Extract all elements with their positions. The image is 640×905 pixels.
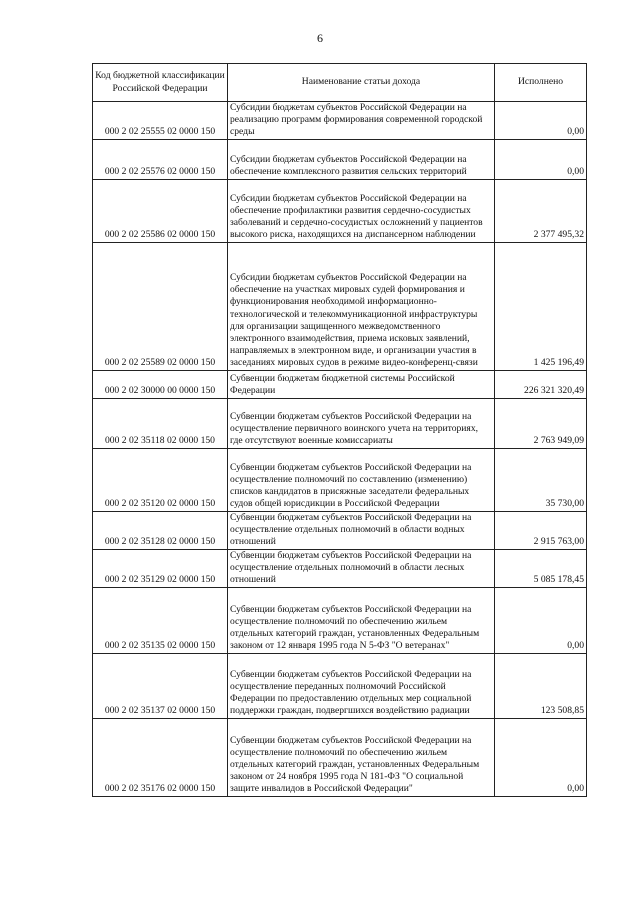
row-amount: 123 508,85 [495, 653, 587, 718]
row-amount: 2 377 495,32 [495, 179, 587, 242]
table-header-row [93, 64, 587, 102]
table-row [93, 370, 587, 398]
table-row [93, 549, 587, 587]
row-code: 000 2 02 35129 02 0000 150 [93, 549, 228, 587]
row-amount: 0,00 [495, 102, 587, 140]
table-row [93, 242, 587, 370]
row-name: Субвенции бюджетам субъектов Российской Федерации на осуществление полномочий по обеспечению жильем отдельных категорий граждан, установленных Федеральным законом от 12 января 1995 года N 5-ФЗ "О ветеранах" [228, 587, 495, 653]
row-name: Субвенции бюджетам субъектов Российской Федерации на осуществление отдельных полномочий в области лесных отношений [228, 549, 495, 587]
table-row [93, 587, 587, 653]
row-amount: 0,00 [495, 718, 587, 796]
row-amount: 1 425 196,49 [495, 242, 587, 370]
row-code: 000 2 02 25589 02 0000 150 [93, 242, 228, 370]
row-amount: 226 321 320,49 [495, 370, 587, 398]
header-amount: Исполнено [495, 64, 587, 102]
row-name: Субвенции бюджетам субъектов Российской Федерации на осуществление полномочий по составлению (изменению) списков кандидатов в присяжные заседатели федеральных судов общей юрисдикции в Российской Федерации [228, 448, 495, 511]
row-name: Субсидии бюджетам субъектов Российской Федерации на реализацию программ формирования современной городской среды [228, 102, 495, 140]
row-code: 000 2 02 35128 02 0000 150 [93, 511, 228, 549]
row-code: 000 2 02 35137 02 0000 150 [93, 653, 228, 718]
row-amount: 0,00 [495, 587, 587, 653]
row-name: Субсидии бюджетам субъектов Российской Федерации на обеспечение на участках мировых судей формирования и функционирования необходимой информационно-технологической и телекоммуникационной инфраструктуры для организации защищенного межведомственного электронного взаимодействия, приема исковых заявлений, направляемых в электронном виде, и организации участия в заседаниях мировых судов в режиме видео-конференц-связи [228, 242, 495, 370]
table-row [93, 653, 587, 718]
row-code: 000 2 02 30000 00 0000 150 [93, 370, 228, 398]
row-name: Субсидии бюджетам субъектов Российской Федерации на обеспечение комплексного развития сельских территорий [228, 139, 495, 179]
row-amount: 0,00 [495, 139, 587, 179]
row-amount: 35 730,00 [495, 448, 587, 511]
page-number: 6 [317, 31, 323, 45]
row-name: Субвенции бюджетам субъектов Российской Федерации на осуществление первичного воинского учета на территориях, где отсутствуют военные комиссариаты [228, 398, 495, 448]
budget-income-table [92, 63, 587, 797]
header-name: Наименование статьи дохода [228, 64, 495, 102]
row-code: 000 2 02 25576 02 0000 150 [93, 139, 228, 179]
row-amount: 5 085 178,45 [495, 549, 587, 587]
row-code: 000 2 02 25555 02 0000 150 [93, 102, 228, 140]
row-name: Субвенции бюджетам субъектов Российской Федерации на осуществление отдельных полномочий в области водных отношений [228, 511, 495, 549]
table-row [93, 179, 587, 242]
table-row [93, 448, 587, 511]
header-code: Код бюджетной классификации Российской Федерации [93, 64, 228, 102]
table-row [93, 398, 587, 448]
table-row [93, 718, 587, 796]
row-name: Субсидии бюджетам субъектов Российской Федерации на обеспечение профилактики развития сердечно-сосудистых заболеваний и сердечно-сосудистых осложнений у пациентов высокого риска, находящихся на диспансерном наблюдении [228, 179, 495, 242]
row-amount: 2 763 949,09 [495, 398, 587, 448]
table-row [93, 139, 587, 179]
row-name: Субвенции бюджетам субъектов Российской Федерации на осуществление полномочий по обеспечению жильем отдельных категорий граждан, установленных Федеральным законом от 24 ноября 1995 года N 181-ФЗ "О социальной защите инвалидов в Российской Федерации" [228, 718, 495, 796]
row-code: 000 2 02 35118 02 0000 150 [93, 398, 228, 448]
row-name: Субвенции бюджетам бюджетной системы Российской Федерации [228, 370, 495, 398]
row-amount: 2 915 763,00 [495, 511, 587, 549]
row-name: Субвенции бюджетам субъектов Российской Федерации на осуществление переданных полномочий Российской Федерации по предоставлению отдельных мер социальной поддержки граждан, подвергшихся воздействию радиации [228, 653, 495, 718]
table-row [93, 511, 587, 549]
row-code: 000 2 02 25586 02 0000 150 [93, 179, 228, 242]
row-code: 000 2 02 35120 02 0000 150 [93, 448, 228, 511]
row-code: 000 2 02 35176 02 0000 150 [93, 718, 228, 796]
table-row [93, 102, 587, 140]
row-code: 000 2 02 35135 02 0000 150 [93, 587, 228, 653]
